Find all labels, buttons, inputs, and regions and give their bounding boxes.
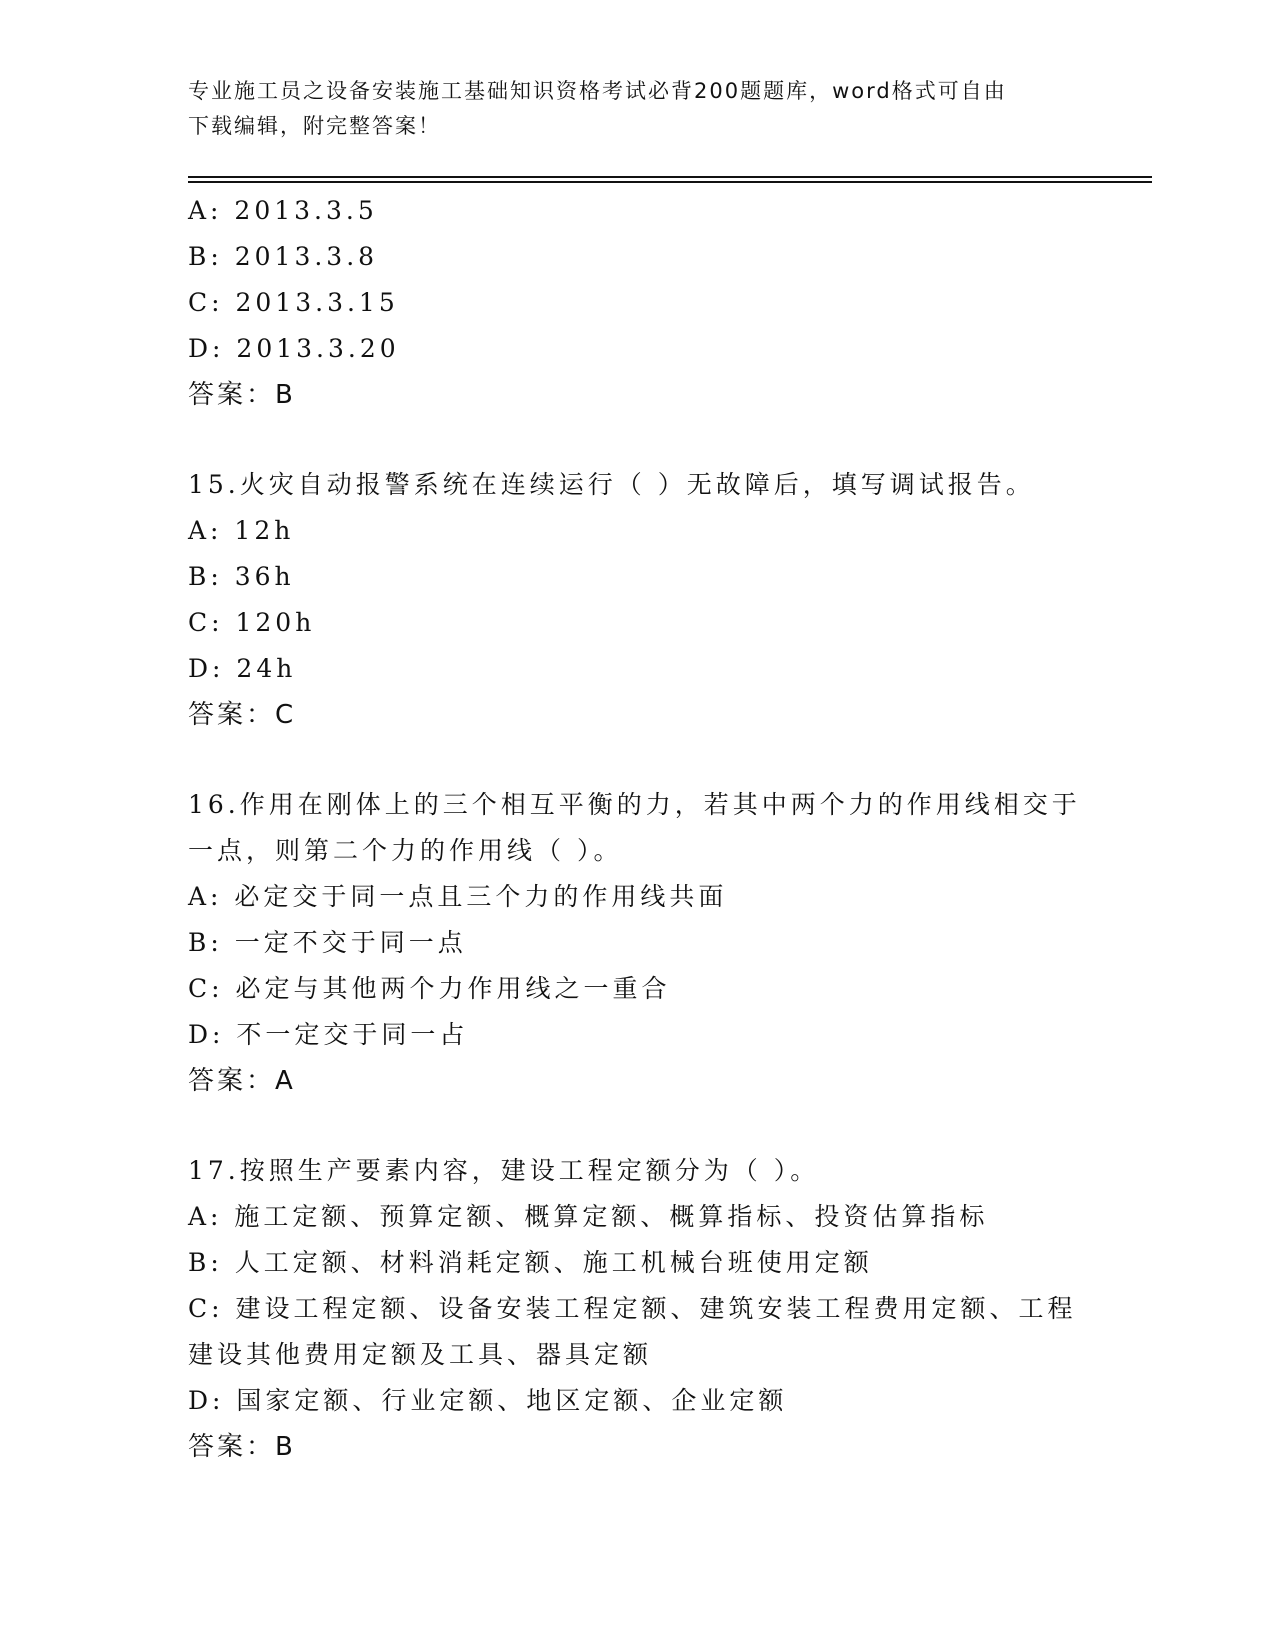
q17-option-c-line-1: C: 建设工程定额、设备安装工程定额、建筑安装工程费用定额、工程 xyxy=(188,1294,1077,1323)
q16-option-b: B: 一定不交于同一点 xyxy=(188,928,467,957)
q16-stem-line-2: 一点，则第二个力的作用线（ ）。 xyxy=(188,836,623,865)
q15-answer: 答案：C xyxy=(188,700,297,730)
q14-option-a: A: 2013.3.5 xyxy=(188,196,378,225)
spacer xyxy=(188,738,1088,782)
question-14 xyxy=(188,188,1088,418)
q15-option-d: D: 24h xyxy=(188,654,297,683)
q16-option-a: A: 必定交于同一点且三个力的作用线共面 xyxy=(188,882,728,911)
q17-answer: 答案：B xyxy=(188,1432,296,1462)
q16-option-c: C: 必定与其他两个力作用线之一重合 xyxy=(188,974,671,1003)
q17-option-d: D: 国家定额、行业定额、地区定额、企业定额 xyxy=(188,1386,788,1415)
q15-option-c: C: 120h xyxy=(188,608,316,637)
question-list xyxy=(188,188,1088,1470)
q14-answer: 答案：B xyxy=(188,380,296,410)
q14-option-b: B: 2013.3.8 xyxy=(188,242,379,271)
question-16 xyxy=(188,782,1088,1104)
q14-option-d: D: 2013.3.20 xyxy=(188,334,400,363)
q16-option-d: D: 不一定交于同一占 xyxy=(188,1020,469,1049)
header-divider-bottom xyxy=(188,181,1152,183)
question-17 xyxy=(188,1148,1088,1470)
header-line-2: 下载编辑，附完整答案！ xyxy=(188,114,441,138)
q17-option-c-line-2: 建设其他费用定额及工具、器具定额 xyxy=(188,1340,653,1369)
q16-stem-line-1: 16.作用在刚体上的三个相互平衡的力，若其中两个力的作用线相交于 xyxy=(188,790,1081,819)
q15-stem: 15.火灾自动报警系统在连续运行（ ）无故障后，填写调试报告。 xyxy=(188,470,1035,499)
spacer xyxy=(188,1104,1088,1148)
q15-option-a: A: 12h xyxy=(188,516,295,545)
q17-stem: 17.按照生产要素内容，建设工程定额分为（ ）。 xyxy=(188,1156,820,1185)
document-header xyxy=(188,74,1068,144)
header-divider-top xyxy=(188,176,1152,178)
header-line-1: 专业施工员之设备安装施工基础知识资格考试必背200题题库，word格式可自由 xyxy=(188,79,1007,103)
q16-answer: 答案：A xyxy=(188,1066,296,1096)
q17-option-b: B: 人工定额、材料消耗定额、施工机械台班使用定额 xyxy=(188,1248,873,1277)
q14-option-c: C: 2013.3.15 xyxy=(188,288,399,317)
spacer xyxy=(188,418,1088,462)
q17-option-a: A: 施工定额、预算定额、概算定额、概算指标、投资估算指标 xyxy=(188,1202,989,1231)
question-15 xyxy=(188,462,1088,738)
q15-option-b: B: 36h xyxy=(188,562,295,591)
